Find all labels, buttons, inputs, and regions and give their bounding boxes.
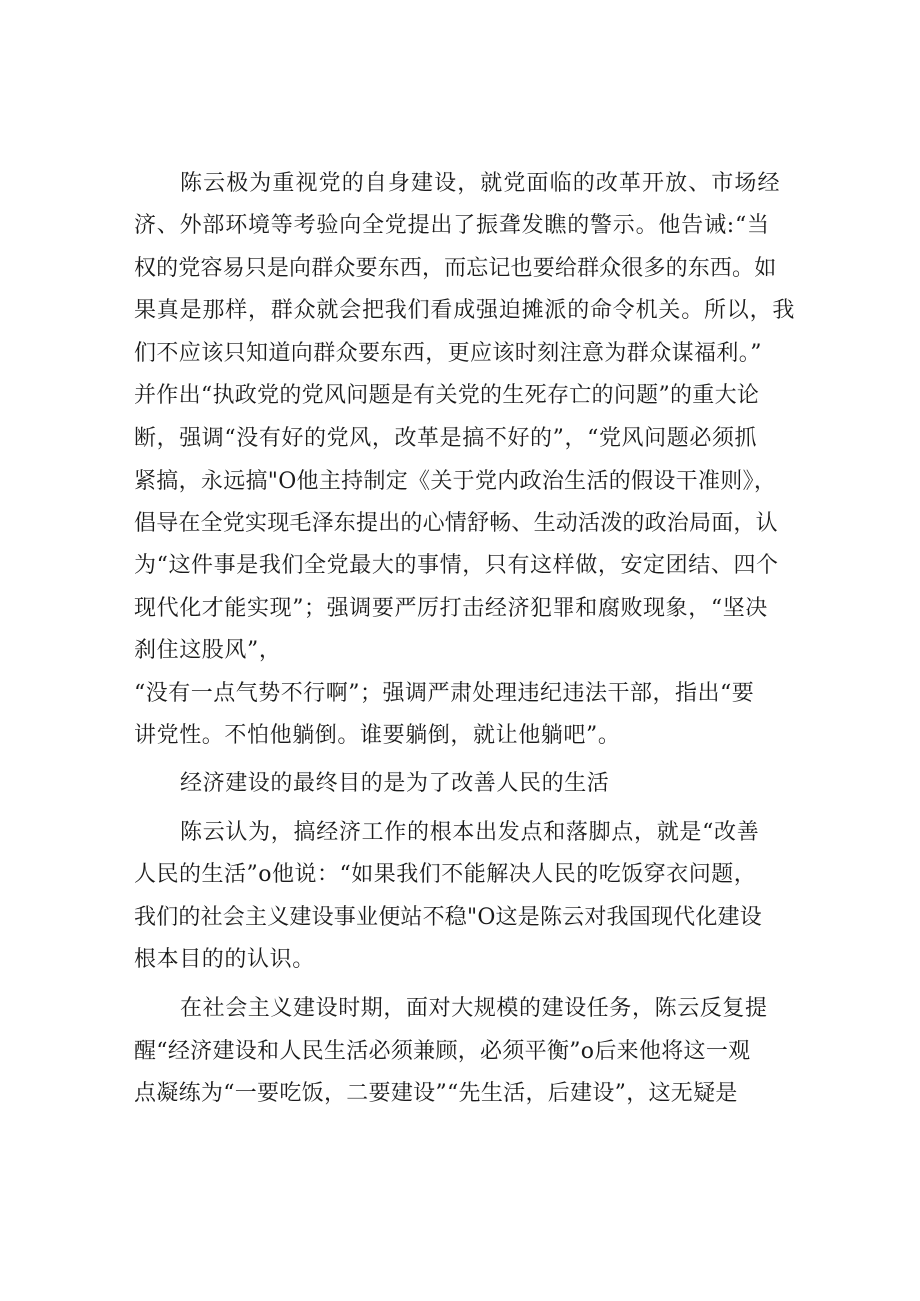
section-heading: 经济建设的最终目的是为了改善人民的生活	[180, 771, 610, 796]
text-line: 权的党容易只是向群众要东西，而忘记也要给群众很多的东西。如	[134, 256, 777, 281]
text-line: “没有一点气势不行啊”；强调严肃处理违纪违法干部，指出“要	[134, 681, 755, 706]
text-line: 刹住这股风”，	[134, 638, 282, 663]
text-line: 倡导在全党实现毛泽东提出的心情舒畅、生动活泼的政治局面，认	[134, 511, 778, 536]
text-line: 为“这件事是我们全党最大的事情，只有这样做，安定团结、四个	[134, 553, 779, 578]
text-line: 在社会主义建设时期，面对大规模的建设任务，陈云反复提	[180, 996, 768, 1021]
text-line: 果真是那样，群众就会把我们看成强迫摊派的命令机关。所以，我	[134, 298, 796, 323]
text-line: 陈云极为重视党的自身建设，就党面临的改革开放、市场经	[180, 171, 781, 196]
text-line: 们不应该只知道向群众要东西，更应该时刻注意为群众谋福利。”	[134, 341, 762, 366]
text-line: 醒“经济建设和人民生活必须兼顾，必须平衡”o后来他将这一观	[134, 1039, 751, 1064]
text-line: 济、外部环境等考验向全党提出了振聋发瞧的警示。他告诫:“当	[134, 213, 770, 238]
text-line: 讲党性。不怕他躺倒。谁要躺倒，就让他躺吧”。	[134, 723, 621, 748]
text-line: 现代化才能实现”；强调要严厉打击经济犯罪和腐败现象，“坚决	[134, 596, 768, 621]
text-line: 并作出“执政党的党风问题是有关党的生死存亡的问题”的重大论	[134, 383, 760, 408]
text-line: 点凝练为“一要吃饭，二要建设”“先生活，后建设”，这无疑是	[134, 1081, 738, 1106]
text-line: 紧搞，永远搞"O他主持制定《关于党内政治生活的假设干准则》，	[134, 469, 777, 494]
text-line: 陈云认为，搞经济工作的根本出发点和落脚点，就是“改善	[180, 820, 760, 845]
text-line: 我们的社会主义建设事业便站不稳"O这是陈云对我国现代化建设	[134, 905, 762, 930]
text-line: 人民的生活”o他说：“如果我们不能解决人民的吃饭穿衣问题，	[134, 862, 757, 887]
text-line: 断，强调“没有好的党风，改革是搞不好的”，“党风问题必须抓	[134, 426, 758, 451]
text-line: 根本目的的认识。	[134, 947, 315, 972]
